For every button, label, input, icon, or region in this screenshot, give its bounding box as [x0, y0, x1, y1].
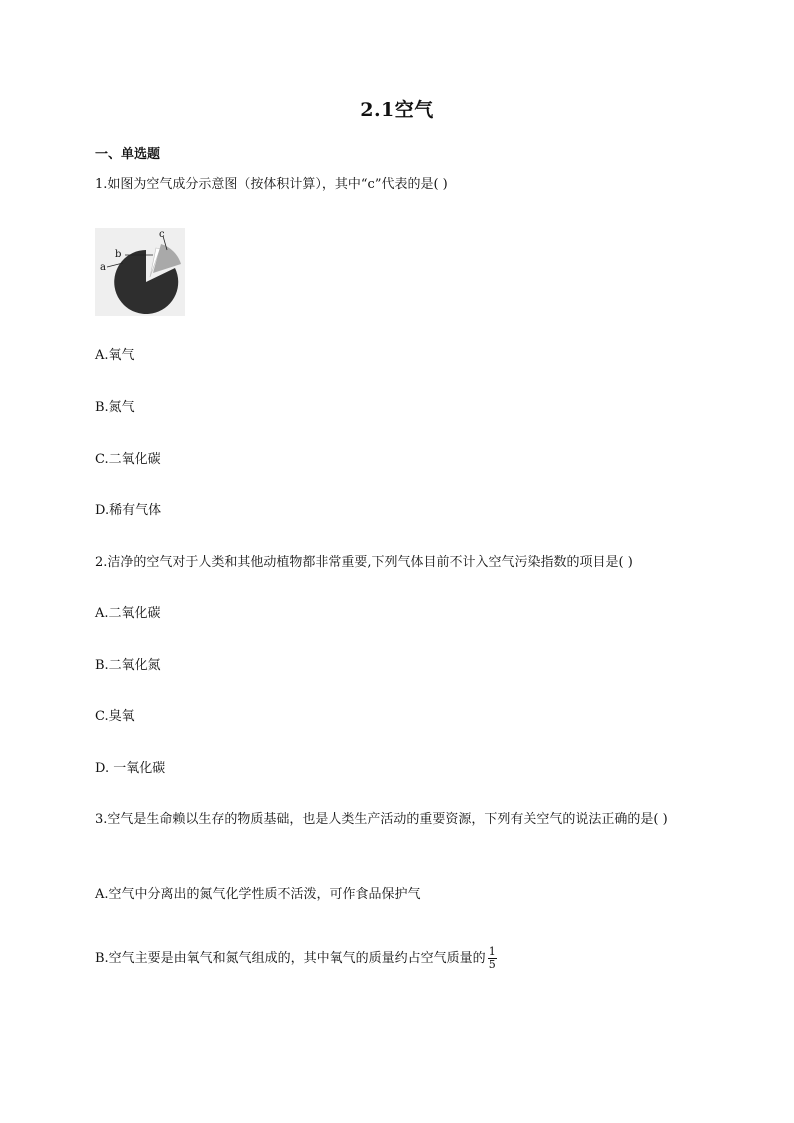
question-3-stem: 3.空气是生命赖以生存的物质基础，也是人类生产活动的重要资源，下列有关空气的说法正确的是( ): [95, 812, 668, 827]
question-2-stem: 2.洁净的空气对于人类和其他动植物都非常重要,下列气体目前不计入空气污染指数的项目是( ): [95, 555, 633, 570]
label-c: c: [159, 229, 165, 240]
label-b: b: [115, 249, 122, 260]
page-title: 2.1空气: [360, 99, 434, 121]
question-1-option-b: B.氮气: [95, 400, 135, 415]
air-composition-figure: [95, 228, 185, 316]
question-3-option-a: A.空气中分离出的氮气化学性质不活泼，可作食品保护气: [95, 887, 421, 902]
question-3-option-b-text: B.空气主要是由氧气和氮气组成的，其中氧气的质量约占空气质量的: [95, 951, 486, 966]
question-1-stem: 1.如图为空气成分示意图（按体积计算），其中“c”代表的是( ): [95, 177, 448, 192]
question-1-option-d: D.稀有气体: [95, 503, 162, 518]
question-1-option-c: C.二氧化碳: [95, 452, 161, 467]
question-2-option-b: B.二氧化氮: [95, 658, 161, 673]
question-1-option-a: A.氧气: [95, 348, 135, 363]
question-3-option-b: [95, 946, 497, 971]
fraction-denominator: 5: [488, 958, 496, 971]
question-2-option-a: A.二氧化碳: [95, 606, 161, 621]
label-a: a: [100, 262, 106, 273]
air-composition-pie: [95, 228, 185, 316]
fraction-numerator: 1: [488, 945, 496, 958]
fraction-one-fifth: [488, 946, 497, 971]
question-2-option-d: D. 一氧化碳: [95, 761, 166, 776]
question-2-option-c: C.臭氧: [95, 709, 135, 724]
section-heading: 一、单选题: [95, 147, 161, 162]
